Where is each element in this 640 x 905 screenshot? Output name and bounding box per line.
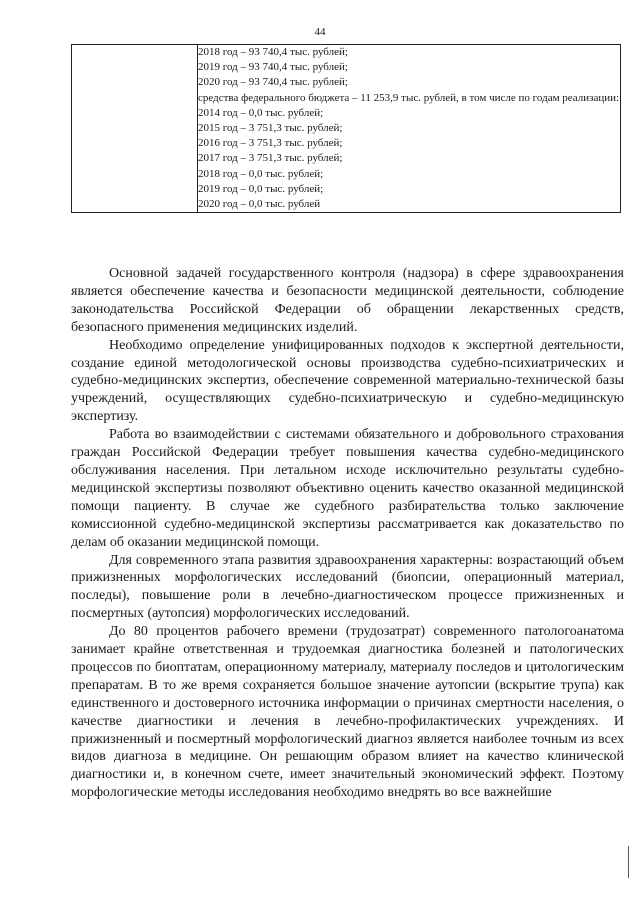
funding-table <box>71 44 621 213</box>
body-text <box>71 265 624 802</box>
table-row <box>72 45 621 213</box>
table-label-cell <box>72 45 198 213</box>
paragraph: Необходимо определение унифицированных подходов к экспертной деятельности, создание единой методологической основы производства судебно-психиатрических и судебно-медицинских экспертиз, обеспечение современной материально-технической базы учреждений, осуществляющих судебно-психиатрическую и судебно-медицинскую экспертизу. <box>71 337 624 425</box>
funding-line: 2019 год – 0,0 тыс. рублей; <box>198 182 324 195</box>
paragraph: Основной задачей государственного контроля (надзора) в сфере здравоохранения является обеспечение качества и безопасности медицинской деятельности, соблюдение законодательства Российской Федерации об обращении лекарственных средств, безопасного применения медицинских изделий. <box>71 266 624 335</box>
funding-line: 2020 год – 93 740,4 тыс. рублей; <box>198 76 348 89</box>
funding-line: 2018 год – 0,0 тыс. рублей; <box>198 167 324 180</box>
funding-line: 2015 год – 3 751,3 тыс. рублей; <box>198 122 343 135</box>
paragraph: Для современного этапа развития здравоохранения характерны: возрастающий объем прижизненных морфологических исследований (биопсии, операционный материал, последы), повышение роли в лечебно-диагностическом процессе прижизненных и посмертных (аутопсия) морфологических исследований. <box>71 552 624 622</box>
scan-edge-mark <box>628 846 629 878</box>
funding-line: средства федерального бюджета – 11 253,9 тыс. рублей, в том числе по годам реализации: <box>198 91 620 104</box>
funding-line: 2017 год – 3 751,3 тыс. рублей; <box>198 152 343 165</box>
page-number: 44 <box>314 26 326 38</box>
funding-line: 2019 год – 93 740,4 тыс. рублей; <box>198 61 348 74</box>
funding-line: 2014 год – 0,0 тыс. рублей; <box>198 106 324 119</box>
funding-line: 2016 год – 3 751,3 тыс. рублей; <box>198 137 343 150</box>
funding-line: 2018 год – 93 740,4 тыс. рублей; <box>198 46 348 58</box>
paragraph: Работа во взаимодействии с системами обязательного и добровольного страхования граждан Российской Федерации требует повышения качества судебно-медицинского обслуживания населения. При летальном исходе исключительно результаты судебно-медицинской экспертизы позволяют объективно оценить качество оказанной медицинской помощи пациенту. В случае же судебного разбирательства только заключение комиссионной судебно-медицинской экспертизы рассматривается как доказательство по делам об оказании медицинской помощи. <box>71 427 624 550</box>
funding-line: 2020 год – 0,0 тыс. рублей <box>198 198 321 211</box>
paragraph: До 80 процентов рабочего времени (трудозатрат) современного патологоанатома занимает крайне ответственная и трудоемкая диагностика болезней и патологических процессов по биоптатам, операционному материалу, материалу последов и цитологическим препаратам. В то же время сохраняется большое значение аутопсии (вскрытие трупа) как единственного и достоверного источника информации о причинах смертности населения, о качестве диагностики и лечения в лечебно-профилактических учреждениях. И прижизненный и посмертный морфологический диагноз является наиболее точным из всех видов диагноза в медицине. Он решающим образом влияет на качество клинической диагностики и, в конечном счете, имеет значительный экономический эффект. Поэтому морфологические методы исследования необходимо внедрять во все важнейшие <box>71 624 624 801</box>
table-value-cell <box>198 45 621 213</box>
